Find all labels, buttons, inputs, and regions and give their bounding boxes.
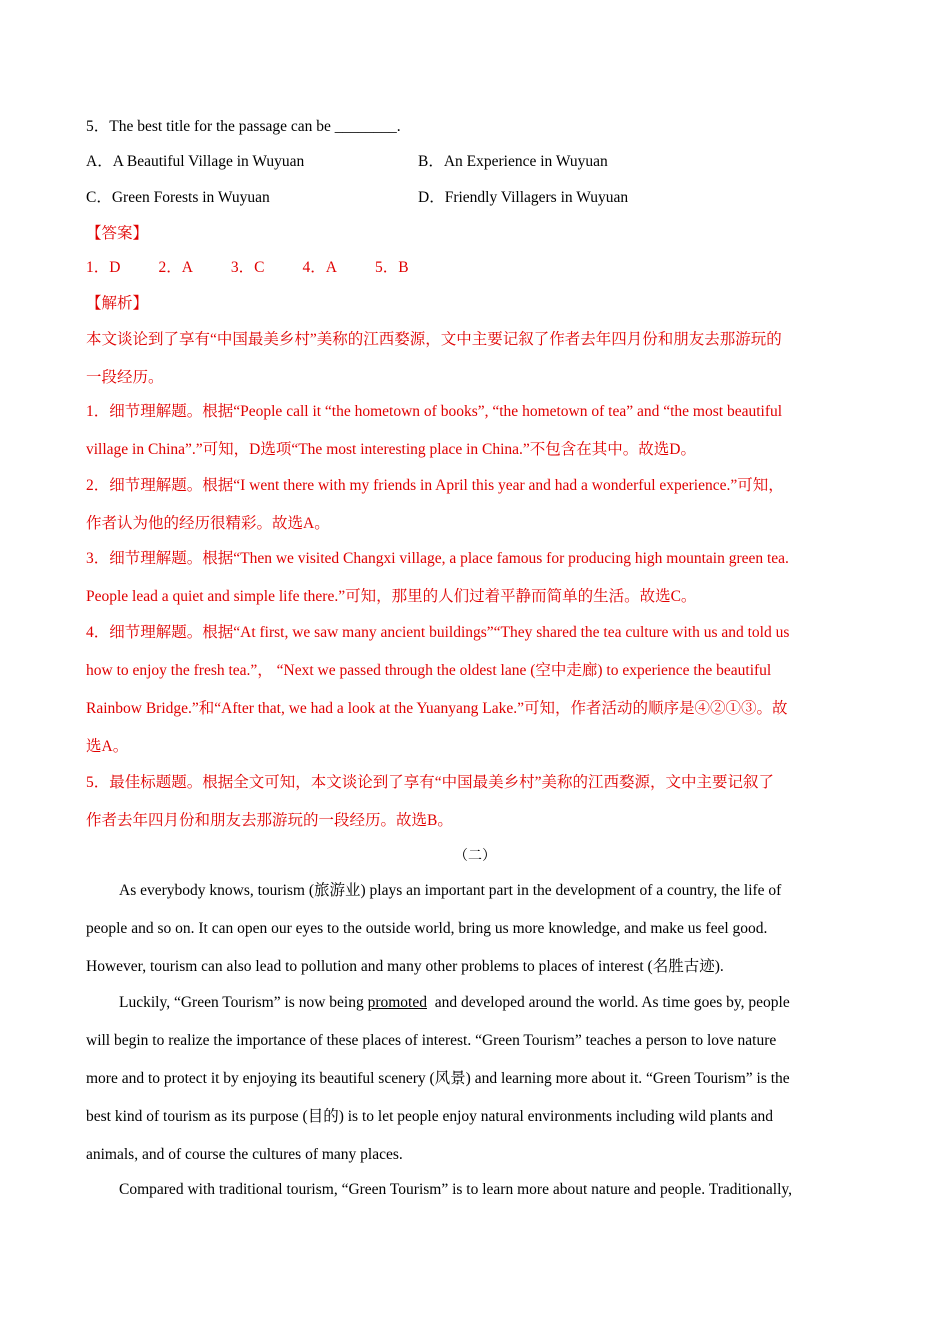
option-a: A．A Beautiful Village in Wuyuan — [86, 153, 305, 170]
analysis-line: 4．细节理解题。根据“At first, we saw many ancient buildings”“They shared the tea culture with us and told us — [86, 624, 790, 641]
analysis-line: 2．细节理解题。根据“I went there with my friends in April this year and had a wonderful experience.”可知， — [86, 477, 784, 494]
analysis-line: village in China”.”可知，D选项“The most interesting place in China.”不包含在其中。故选D。 — [86, 441, 696, 458]
underlined-word: promoted — [367, 994, 427, 1011]
analysis-line: 选A。 — [86, 738, 129, 755]
analysis-line: 5．最佳标题题。根据全文可知，本文谈论到了享有“中国最美乡村”美称的江西婺源，文中主要记叙了 — [86, 774, 775, 791]
passage-line: As everybody knows, tourism (旅游业) plays an important part in the development of a country, the life of — [119, 882, 782, 899]
analysis-line: Rainbow Bridge.”和“After that, we had a look at the Yuanyang Lake.”可知，作者活动的顺序是④②①③。故 — [86, 700, 788, 717]
answer-item: 4．A — [302, 259, 337, 276]
analysis-line: People lead a quiet and simple life there.”可知，那里的人们过着平静而简单的生活。故选C。 — [86, 588, 697, 605]
section-title: （二） — [454, 849, 496, 864]
option-b: B．An Experience in Wuyuan — [418, 153, 608, 170]
passage-line: will begin to realize the importance of these places of interest. “Green Tourism” teaches a person to love nature — [86, 1032, 777, 1049]
analysis-line: 1．细节理解题。根据“People call it “the hometown of books”, “the hometown of tea” and “the most beautiful — [86, 403, 783, 420]
analysis-header: 【解析】 — [86, 295, 149, 312]
answer-item: 1．D — [86, 259, 121, 276]
passage-line — [119, 993, 790, 1013]
passage-line: However, tourism can also lead to pollution and many other problems to places of interest (名胜古迹). — [86, 958, 724, 975]
passage-line: animals, and of course the cultures of many places. — [86, 1146, 403, 1163]
passage-line: best kind of tourism as its purpose (目的) is to let people enjoy natural environments including wild plants and — [86, 1108, 774, 1125]
answer-header: 【答案】 — [86, 225, 149, 242]
answer-item: 5．B — [374, 259, 409, 276]
passage-text: and developed around the world. As time goes by, people — [427, 994, 790, 1011]
analysis-line: 作者认为他的经历很精彩。故选A。 — [86, 515, 330, 532]
analysis-line: 一段经历。 — [86, 369, 164, 386]
passage-line: people and so on. It can open our eyes to the outside world, bring us more knowledge, and make us feel good. — [86, 920, 768, 937]
option-c: C．Green Forests in Wuyuan — [86, 189, 270, 206]
analysis-line: 3．细节理解题。根据“Then we visited Changxi village, a place famous for producing high mountain green tea. — [86, 550, 789, 567]
answer-item: 2．A — [158, 259, 193, 276]
option-d: D．Friendly Villagers in Wuyuan — [418, 189, 629, 206]
answer-list — [86, 258, 447, 278]
passage-text: Luckily, “Green Tourism” is now being — [119, 994, 368, 1011]
passage-line: more and to protect it by enjoying its beautiful scenery (风景) and learning more about it. “Green Tourism” is the — [86, 1070, 790, 1087]
answer-item: 3．C — [230, 259, 265, 276]
analysis-line: 作者去年四月份和朋友去那游玩的一段经历。故选B。 — [86, 812, 453, 829]
analysis-line: how to enjoy the fresh tea.”， “Next we passed through the oldest lane (空中走廊) to experience the beautiful — [86, 662, 772, 679]
analysis-line: 本文谈论到了享有“中国最美乡村”美称的江西婺源，文中主要记叙了作者去年四月份和朋友去那游玩的 — [86, 331, 782, 348]
question-stem: 5．The best title for the passage can be ________. — [86, 118, 401, 135]
passage-line: Compared with traditional tourism, “Green Tourism” is to learn more about nature and people. Traditionally, — [119, 1181, 793, 1198]
